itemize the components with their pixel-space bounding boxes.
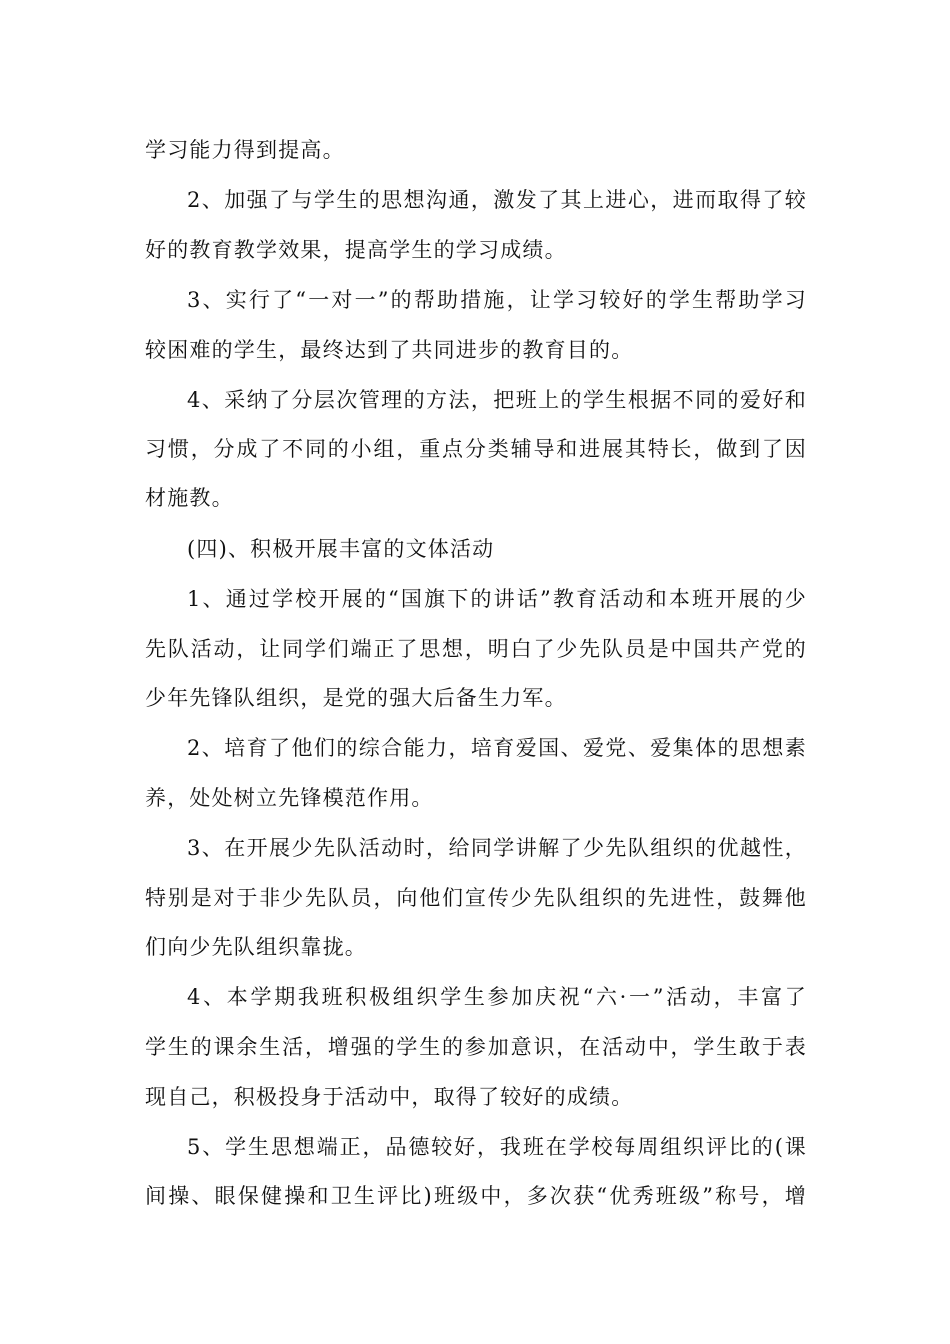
text-line: 现自己，积极投身于活动中，取得了较好的成绩。: [145, 1085, 634, 1109]
text-line: 特别是对于非少先队员，向他们宣传少先队组织的先进性，鼓舞他: [145, 886, 807, 910]
text-line: 3、实行了“一对一”的帮助措施，让学习较好的学生帮助学习: [187, 288, 807, 312]
text-line: 学习能力得到提高。: [145, 138, 345, 162]
text-line: 4、本学期我班积极组织学生参加庆祝“六·一”活动，丰富了: [187, 985, 807, 1009]
text-line: 先队活动，让同学们端正了思想，明白了少先队员是中国共产党的: [145, 637, 807, 661]
text-line: 养，处处树立先锋模范作用。: [145, 786, 434, 810]
text-line: 少年先锋队组织，是党的强大后备生力军。: [145, 686, 567, 710]
text-line: 5、学生思想端正，品德较好，我班在学校每周组织评比的(课: [187, 1135, 807, 1159]
text-line: 2、培育了他们的综合能力，培育爱国、爱党、爱集体的思想素: [187, 736, 807, 760]
text-line: 材施教。: [145, 486, 234, 510]
section-heading: (四)、积极开展丰富的文体活动: [187, 537, 495, 561]
text-line: 们向少先队组织靠拢。: [145, 935, 367, 959]
text-line: 1、通过学校开展的“国旗下的讲话”教育活动和本班开展的少: [187, 587, 807, 611]
text-line: 习惯，分成了不同的小组，重点分类辅导和进展其特长，做到了因: [145, 437, 807, 461]
text-line: 较困难的学生，最终达到了共同进步的教育目的。: [145, 338, 634, 362]
text-line: 2、加强了与学生的思想沟通，激发了其上进心，进而取得了较: [187, 188, 807, 212]
text-line: 4、采纳了分层次管理的方法，把班上的学生根据不同的爱好和: [187, 388, 807, 412]
text-line: 好的教育教学效果，提高学生的学习成绩。: [145, 238, 567, 262]
text-line: 3、在开展少先队活动时，给同学讲解了少先队组织的优越性，: [187, 836, 807, 860]
text-line: 学生的课余生活，增强的学生的参加意识，在活动中，学生敢于表: [145, 1035, 807, 1059]
text-line: 间操、眼保健操和卫生评比)班级中，多次获“优秀班级”称号，增: [145, 1184, 807, 1208]
